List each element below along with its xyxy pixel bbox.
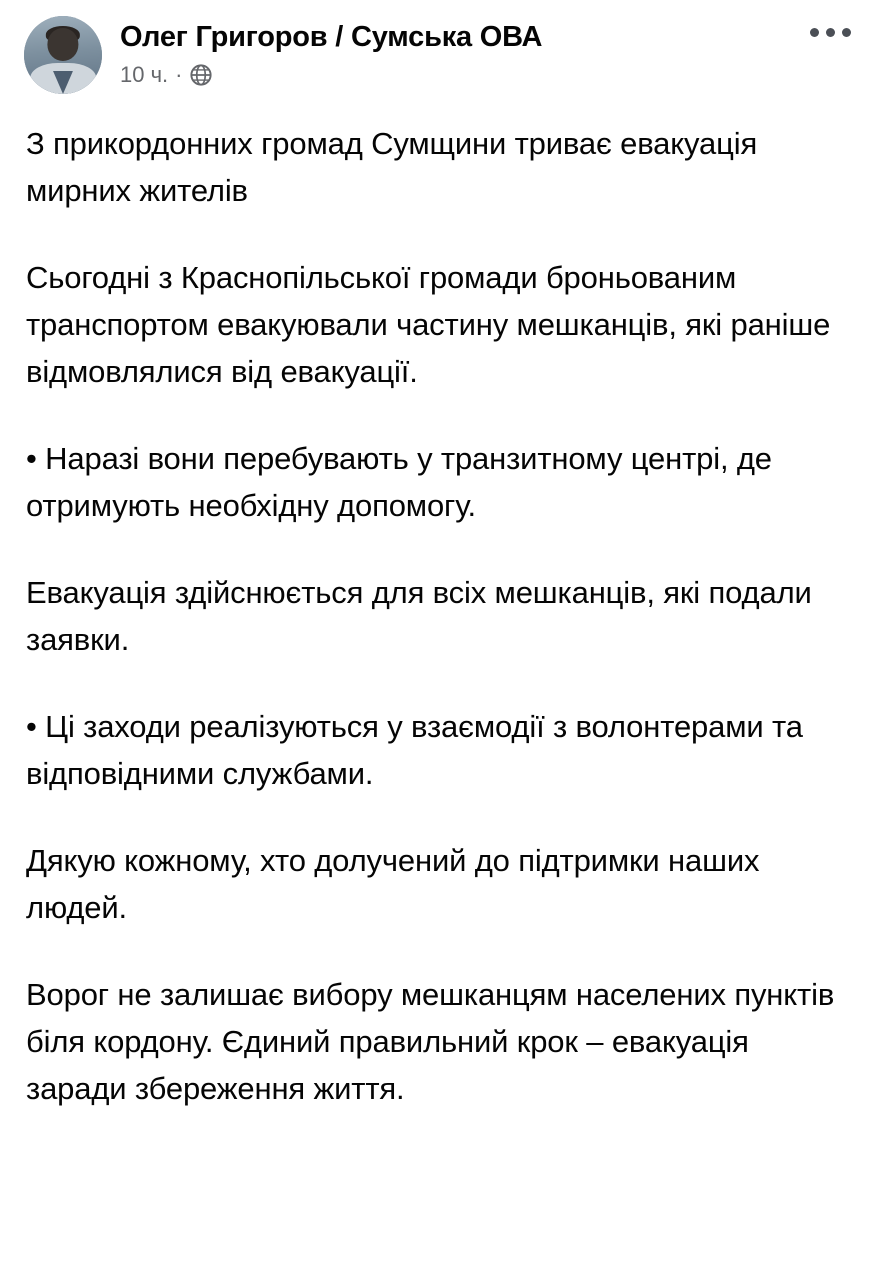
post-timestamp[interactable]: 10 ч. — [120, 62, 169, 87]
post-meta — [120, 63, 859, 87]
dot — [810, 28, 819, 37]
post-paragraph: Дякую кожному, хто долучений до підтримки наших людей. — [26, 843, 768, 925]
post-paragraph: З прикордонних громад Сумщини триває евакуація мирних жителів — [26, 126, 766, 208]
post-header — [0, 0, 883, 98]
post-paragraph: • Ці заходи реалізуються у взаємодії з волонтерами та відповідними службами. — [26, 709, 812, 791]
avatar-head — [47, 28, 78, 61]
post-header-text — [120, 14, 859, 87]
post-paragraph: • Наразі вони перебувають у транзитному центрі, де отримують необхідну допомогу. — [26, 441, 781, 523]
post-paragraph: Ворог не залишає вибору мешканцям населених пунктів біля кордону. Єдиний правильний крок – евакуація заради збереження життя. — [26, 977, 843, 1106]
more-options-icon[interactable] — [804, 22, 857, 43]
post-paragraph: Евакуація здійснюється для всіх мешканців, які подали заявки. — [26, 575, 821, 657]
author-name[interactable]: Олег Григоров / Сумська ОВА — [120, 21, 543, 53]
globe-icon[interactable] — [190, 64, 212, 86]
meta-separator: · — [175, 62, 183, 87]
dot — [826, 28, 835, 37]
dot — [842, 28, 851, 37]
post-paragraph: Сьогодні з Краснопільської громади броньованим транспортом евакуювали частину мешканців, які раніше відмовлялися від евакуації. — [26, 260, 839, 389]
avatar[interactable] — [24, 16, 102, 94]
post-body — [0, 98, 883, 1122]
